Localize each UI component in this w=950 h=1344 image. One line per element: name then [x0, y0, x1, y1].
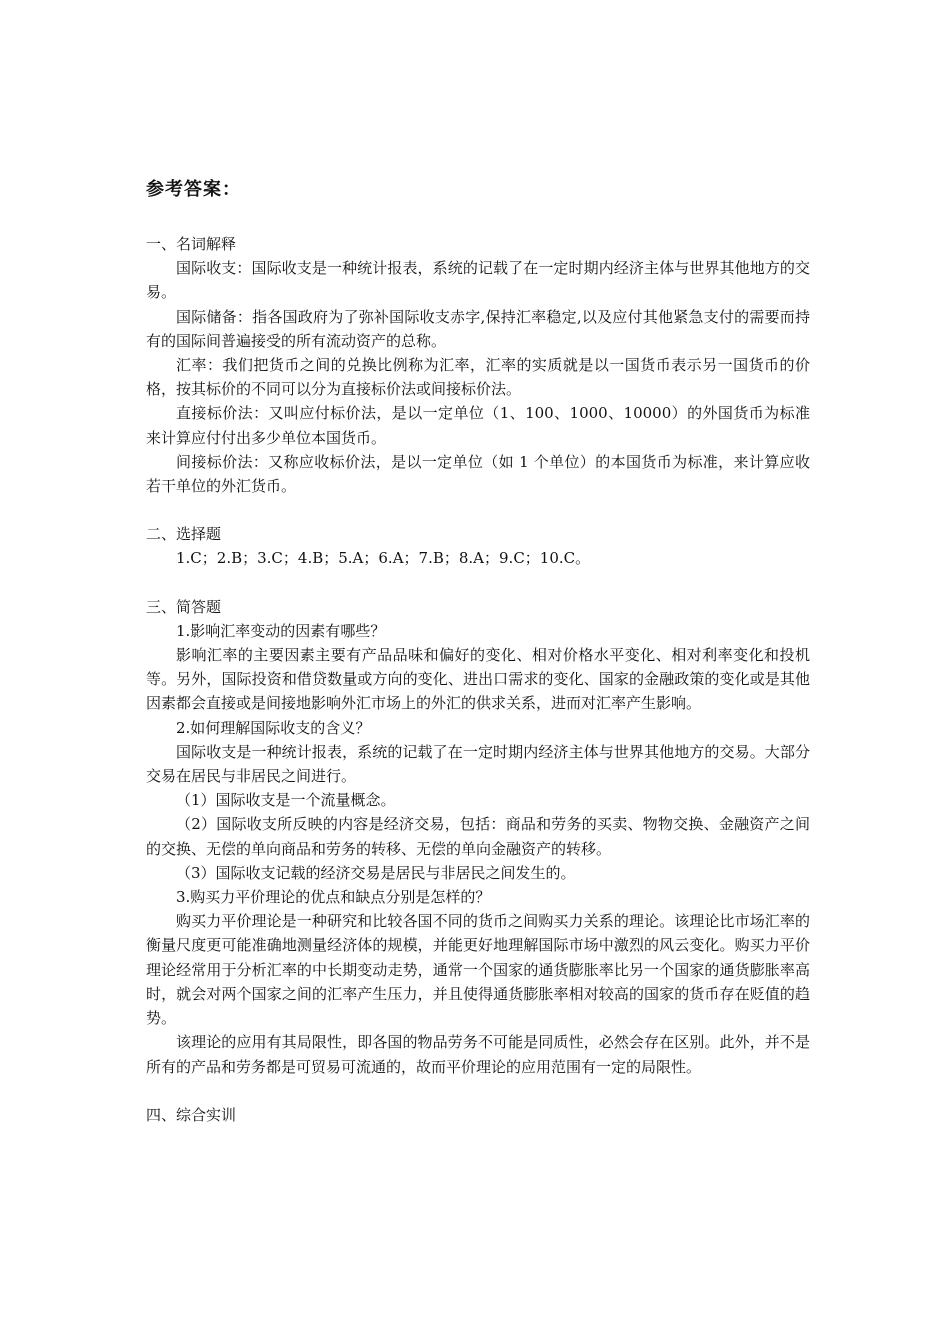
paragraph: 影响汇率的主要因素主要有产品品味和偏好的变化、相对价格水平变化、相对利率变化和投机等。另外，国际投资和借贷数量或方向的变化、进出口需求的变化、国家的金融政策的变化或是其他因素都会直接或是间接地影响外汇市场上的外汇的供求关系，进而对汇率产生影响。 [146, 646, 810, 713]
paragraph: 国际储备：指各国政府为了弥补国际收支赤字,保持汇率稳定,以及应付其他紧急支付的需要而持有的国际间普遍接受的所有流动资产的总称。 [146, 307, 810, 350]
section-heading: 二、选择题 [146, 525, 222, 544]
answer-key: 1.C；2.B；3.C；4.B；5.A；6.A；7.B；8.A；9.C；10.C。 [176, 549, 591, 568]
list-item: （2）国际收支所反映的内容是经济交易，包括：商品和劳务的买卖、物物交换、金融资产之间的交换、无偿的单向商品和劳务的转移、无偿的单向金融资产的转移。 [146, 815, 810, 858]
list-item: （1）国际收支是一个流量概念。 [176, 791, 396, 810]
section-heading: 四、综合实训 [146, 1105, 237, 1124]
paragraph: 汇率：我们把货币之间的兑换比例称为汇率，汇率的实质就是以一国货币表示另一国货币的价格，按其标价的不同可以分为直接标价法或间接标价法。 [146, 356, 810, 399]
paragraph: 国际收支是一种统计报表，系统的记载了在一定时期内经济主体与世界其他地方的交易。大部分交易在居民与非居民之间进行。 [146, 742, 810, 786]
paragraph: 直接标价法：又叫应付标价法，是以一定单位（1、100、1000、10000）的外国货币为标准来计算应付付出多少单位本国货币。 [146, 404, 810, 447]
paragraph: 购买力平价理论是一种研究和比较各国不同的货币之间购买力关系的理论。该理论比市场汇率的衡量尺度更可能准确地测量经济体的规模，并能更好地理解国际市场中激烈的风云变化。购买力平价理论经常用于分析汇率的中长期变动走势，通常一个国家的通货膨胀率比另一个国家的通货膨胀率高时，就会对两个国家之间的汇率产生压力，并且使得通货膨胀率相对较高的国家的货币存在贬值的趋势。 [146, 912, 810, 1028]
document-body [146, 232, 810, 1127]
list-item: （3）国际收支记载的经济交易是居民与非居民之间发生的。 [176, 863, 576, 882]
paragraph: 该理论的应用有其局限性，即各国的物品劳务不可能是同质性，必然会存在区别。此外，并不是所有的产品和劳务都是可贸易可流通的，故而平价理论的应用范围有一定的局限性。 [146, 1033, 810, 1076]
section-heading: 一、名词解释 [146, 235, 237, 253]
question: 2.如何理解国际收支的含义？ [176, 718, 371, 737]
section-heading: 三、简答题 [146, 597, 222, 616]
question: 1.影响汇率变动的因素有哪些？ [176, 621, 386, 640]
paragraph: 国际收支：国际收支是一种统计报表，系统的记载了在一定时期内经济主体与世界其他地方的交易。 [146, 259, 810, 302]
paragraph: 间接标价法：又称应收标价法，是以一定单位（如 1 个单位）的本国货币为标准，来计算应收若干单位的外汇货币。 [146, 452, 810, 496]
page-title: 参考答案： [146, 179, 241, 200]
question: 3.购买力平价理论的优点和缺点分别是怎样的？ [176, 888, 491, 907]
